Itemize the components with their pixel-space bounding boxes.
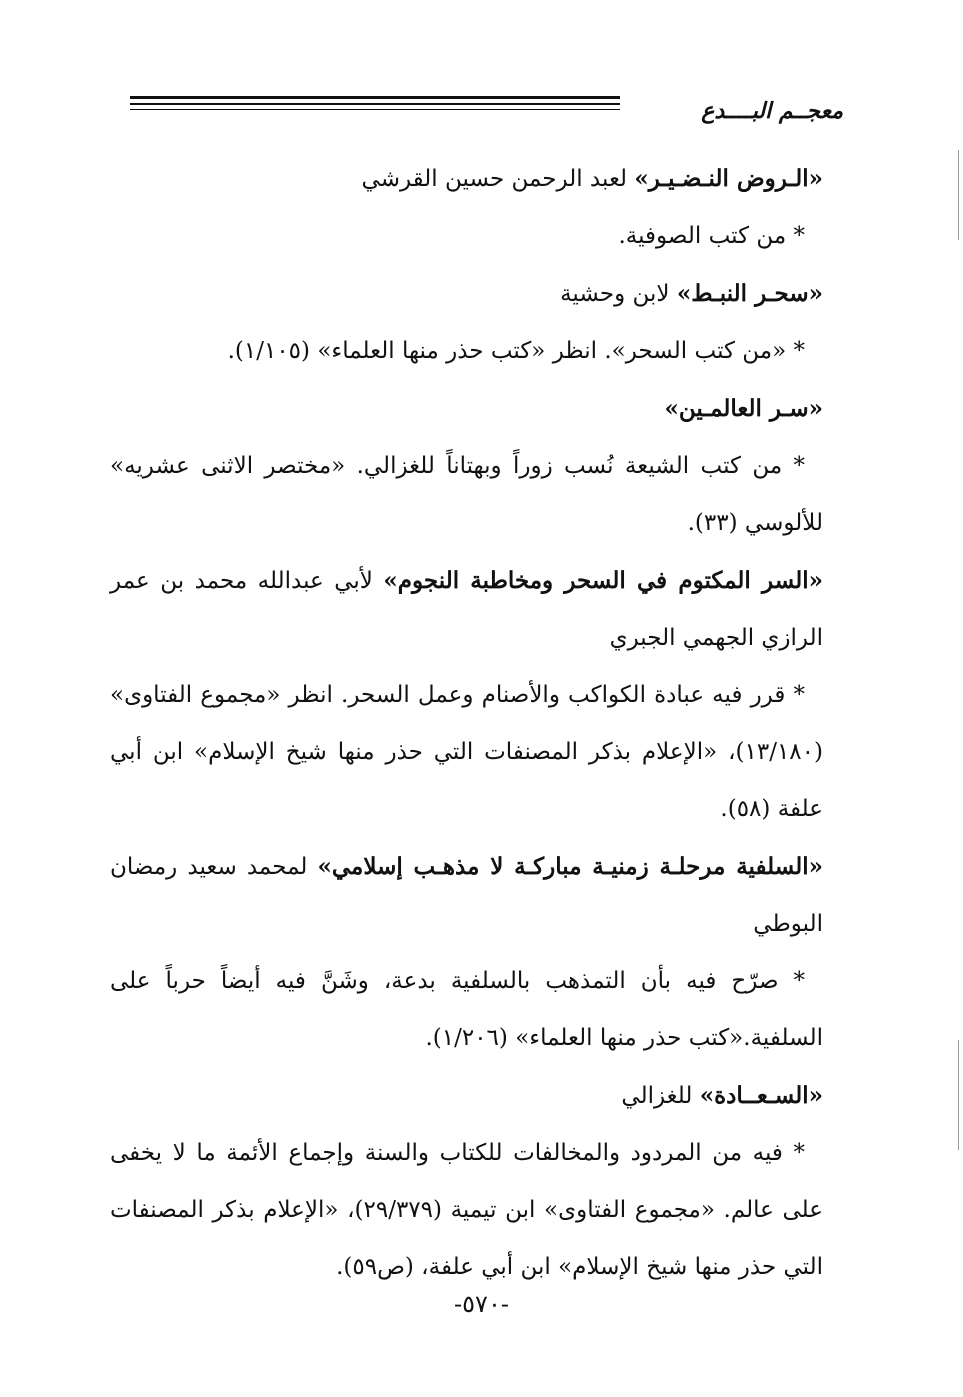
entry-author: لمحمد سعيد رمضان البوطي — [110, 854, 823, 937]
entry-author: لأبي عبدالله محمد بن عمر الرازي الجهمي الجبري — [110, 568, 823, 651]
scan-edge-mark — [958, 1040, 959, 1150]
entry-note: * من كتب الصوفية. — [618, 223, 805, 249]
entry-title: «السـعــادة» — [699, 1082, 823, 1109]
running-title: معجــم البــــدع — [701, 98, 843, 124]
entry-title: «سـر العالمـين» — [664, 395, 823, 422]
entry-title: «سحـر النبـط» — [676, 280, 823, 307]
entry-heading — [110, 552, 823, 667]
entry-heading — [110, 380, 823, 438]
entry-note: * من كتب الشيعة نُسب زوراً وبهتاناً للغزالي. «مختصر الاثنى عشريه» للألوسي (٣٣). — [110, 453, 823, 536]
entry-author: لعبد الرحمن حسين القرشي — [361, 166, 635, 192]
page-body — [110, 150, 823, 1296]
entry-heading — [110, 150, 823, 208]
entry-note: * فيه من المردود والمخالفات للكتاب والسنة وإجماع الأئمة ما لا يخفى على عالم. «مجموع الفتاوى» ابن تيمية (٢٩/٣٧٩)، «الإعلام بذكر المصنفات التي حذر منها شيخ الإسلام» ابن أبي علفة، (ص٥٩). — [110, 1140, 824, 1280]
entry-heading — [110, 838, 823, 953]
entry-note: * قرر فيه عبادة الكواكب والأصنام وعمل السحر. انظر «مجموع الفتاوى» (١٣/١٨٠)، «الإعلام بذكر المصنفات التي حذر منها شيخ الإسلام» ابن أبي علفة (٥٨). — [110, 682, 823, 822]
entry — [110, 150, 823, 265]
page-number: -٥٧٠- — [454, 1290, 509, 1318]
entry-title: «السر المكتوم في السحر ومخاطبة النجوم» — [383, 567, 823, 594]
entry — [110, 380, 823, 552]
entry — [110, 1067, 823, 1296]
header-rule — [130, 96, 620, 112]
entry-author: لابن وحشية — [560, 281, 677, 307]
entry-title: «السلفية مرحلـة زمنيـة مباركـة لا مذهـب إسلامي» — [317, 853, 824, 880]
scan-edge-mark — [958, 150, 959, 240]
entry-note: * صرّح فيه بأن التمذهب بالسلفية بدعة، وشَنَّ فيه أيضاً حرباً على السلفية.«كتب حذر منها العلماء» (١/٢٠٦). — [110, 968, 823, 1051]
entry-heading — [110, 1067, 823, 1125]
entry — [110, 552, 823, 838]
entry — [110, 838, 823, 1067]
entry-heading — [110, 265, 823, 323]
entry — [110, 265, 823, 380]
entry-note: * «من كتب السحر». انظر «كتب حذر منها العلماء» (١/١٠٥). — [227, 338, 805, 364]
entry-title: «الـروض النـضـيـر» — [634, 165, 823, 192]
entry-author: للغزالي — [621, 1083, 700, 1109]
